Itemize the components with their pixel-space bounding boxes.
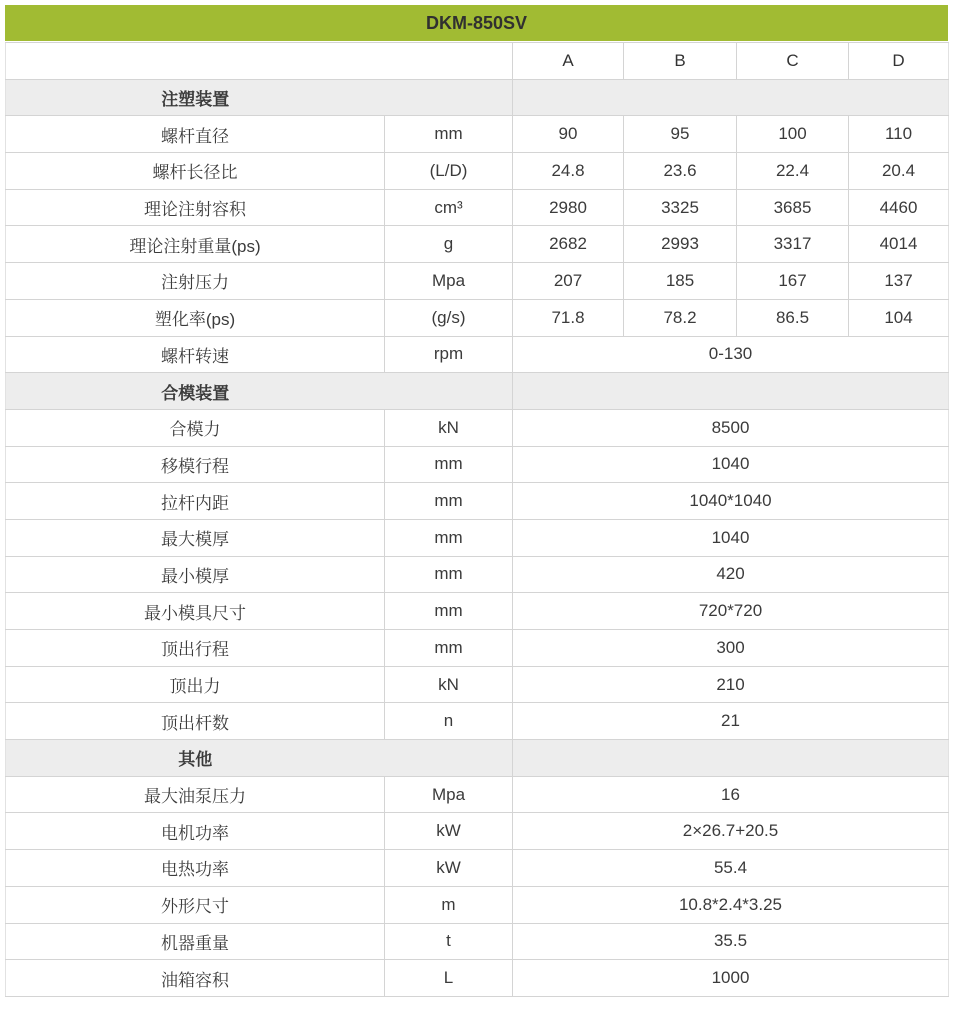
spec-value-cell: 2993 — [624, 226, 737, 263]
spec-unit-cell: mm — [385, 446, 513, 483]
spec-unit-cell: (g/s) — [385, 299, 513, 336]
spec-label-cell: 油箱容积 — [6, 960, 385, 997]
spec-label-cell: 塑化率(ps) — [6, 299, 385, 336]
spec-row — [6, 483, 949, 520]
column-header-a: A — [513, 43, 624, 80]
spec-value-cell: 110 — [849, 116, 949, 153]
spec-label-cell: 最大模厚 — [6, 519, 385, 556]
spec-value-cell: 23.6 — [624, 153, 737, 190]
spec-merged-value-cell: 300 — [513, 630, 949, 667]
spec-value-cell: 24.8 — [513, 153, 624, 190]
column-header-c: C — [737, 43, 849, 80]
spec-row — [6, 116, 949, 153]
spec-unit-cell: n — [385, 703, 513, 740]
model-title-bar — [5, 5, 948, 41]
spec-row — [6, 336, 949, 373]
spec-row — [6, 960, 949, 997]
spec-label-cell: 理论注射重量(ps) — [6, 226, 385, 263]
spec-unit-cell: t — [385, 923, 513, 960]
section-header-row — [6, 373, 949, 410]
spec-value-cell: 4460 — [849, 189, 949, 226]
section-header-row — [6, 740, 949, 777]
spec-label-cell: 外形尺寸 — [6, 886, 385, 923]
spec-value-cell: 2682 — [513, 226, 624, 263]
spec-table — [5, 42, 949, 997]
spec-label-cell: 电热功率 — [6, 850, 385, 887]
spec-value-cell: 71.8 — [513, 299, 624, 336]
spec-value-cell: 4014 — [849, 226, 949, 263]
spec-unit-cell: mm — [385, 593, 513, 630]
spec-value-cell: 20.4 — [849, 153, 949, 190]
spec-value-cell: 167 — [737, 263, 849, 300]
spec-merged-value-cell: 16 — [513, 776, 949, 813]
spec-merged-value-cell: 1040 — [513, 446, 949, 483]
spec-label-cell: 最大油泵压力 — [6, 776, 385, 813]
spec-row — [6, 226, 949, 263]
spec-label-cell: 注射压力 — [6, 263, 385, 300]
model-title: DKM-850SV — [425, 13, 528, 33]
spec-merged-value-cell: 2×26.7+20.5 — [513, 813, 949, 850]
spec-merged-value-cell: 35.5 — [513, 923, 949, 960]
spec-unit-cell: g — [385, 226, 513, 263]
spec-unit-cell: mm — [385, 116, 513, 153]
spec-unit-cell: cm³ — [385, 189, 513, 226]
spec-unit-cell: Mpa — [385, 776, 513, 813]
section-header-row — [6, 79, 949, 116]
spec-label-cell: 顶出行程 — [6, 630, 385, 667]
spec-value-cell: 137 — [849, 263, 949, 300]
spec-unit-cell: rpm — [385, 336, 513, 373]
spec-merged-value-cell: 10.8*2.4*3.25 — [513, 886, 949, 923]
section-name-cell: 合模装置 — [6, 373, 385, 410]
spec-unit-cell: mm — [385, 483, 513, 520]
spec-merged-value-cell: 8500 — [513, 409, 949, 446]
section-unit-spacer-cell — [385, 373, 513, 410]
spec-value-cell: 100 — [737, 116, 849, 153]
spec-row — [6, 409, 949, 446]
spec-unit-cell: kW — [385, 813, 513, 850]
spec-merged-value-cell: 1000 — [513, 960, 949, 997]
spec-sheet — [5, 5, 948, 997]
spec-label-cell: 螺杆长径比 — [6, 153, 385, 190]
spec-merged-value-cell: 55.4 — [513, 850, 949, 887]
spec-unit-cell: L — [385, 960, 513, 997]
section-unit-spacer-cell — [385, 740, 513, 777]
spec-label-cell: 合模力 — [6, 409, 385, 446]
spec-label-cell: 顶出力 — [6, 666, 385, 703]
spec-merged-value-cell: 21 — [513, 703, 949, 740]
spec-unit-cell: Mpa — [385, 263, 513, 300]
spec-row — [6, 776, 949, 813]
spec-unit-cell: mm — [385, 556, 513, 593]
spec-unit-cell: kN — [385, 666, 513, 703]
spec-value-cell: 90 — [513, 116, 624, 153]
spec-merged-value-cell: 1040 — [513, 519, 949, 556]
spec-row — [6, 556, 949, 593]
spec-value-cell: 185 — [624, 263, 737, 300]
spec-label-cell: 电机功率 — [6, 813, 385, 850]
spec-row — [6, 593, 949, 630]
spec-value-cell: 86.5 — [737, 299, 849, 336]
spec-row — [6, 446, 949, 483]
spec-row — [6, 813, 949, 850]
spec-merged-value-cell: 720*720 — [513, 593, 949, 630]
spec-table-body — [6, 79, 949, 996]
column-header-b: B — [624, 43, 737, 80]
spec-label-cell: 拉杆内距 — [6, 483, 385, 520]
spec-row — [6, 666, 949, 703]
spec-label-cell: 螺杆转速 — [6, 336, 385, 373]
spec-row — [6, 263, 949, 300]
spec-row — [6, 703, 949, 740]
spec-value-cell: 2980 — [513, 189, 624, 226]
column-header-d: D — [849, 43, 949, 80]
spec-label-cell: 理论注射容积 — [6, 189, 385, 226]
spec-label-cell: 机器重量 — [6, 923, 385, 960]
spec-row — [6, 153, 949, 190]
spec-label-cell: 移模行程 — [6, 446, 385, 483]
spec-label-cell: 最小模厚 — [6, 556, 385, 593]
spec-label-cell: 顶出杆数 — [6, 703, 385, 740]
section-values-spacer-cell — [513, 79, 949, 116]
spec-value-cell: 95 — [624, 116, 737, 153]
spec-value-cell: 3317 — [737, 226, 849, 263]
column-header-row — [6, 43, 949, 80]
spec-unit-cell: kN — [385, 409, 513, 446]
spec-row — [6, 630, 949, 667]
spec-row — [6, 923, 949, 960]
spec-merged-value-cell: 1040*1040 — [513, 483, 949, 520]
spec-value-cell: 78.2 — [624, 299, 737, 336]
spec-row — [6, 886, 949, 923]
section-name-cell: 注塑装置 — [6, 79, 385, 116]
spec-unit-cell: mm — [385, 630, 513, 667]
section-name-cell: 其他 — [6, 740, 385, 777]
spec-unit-cell: (L/D) — [385, 153, 513, 190]
spec-row — [6, 519, 949, 556]
column-header-spacer — [6, 43, 513, 80]
spec-merged-value-cell: 0-130 — [513, 336, 949, 373]
spec-value-cell: 3325 — [624, 189, 737, 226]
spec-label-cell: 最小模具尺寸 — [6, 593, 385, 630]
spec-value-cell: 3685 — [737, 189, 849, 226]
spec-row — [6, 189, 949, 226]
section-values-spacer-cell — [513, 740, 949, 777]
spec-merged-value-cell: 420 — [513, 556, 949, 593]
spec-unit-cell: m — [385, 886, 513, 923]
section-values-spacer-cell — [513, 373, 949, 410]
spec-label-cell: 螺杆直径 — [6, 116, 385, 153]
section-unit-spacer-cell — [385, 79, 513, 116]
spec-row — [6, 850, 949, 887]
spec-value-cell: 104 — [849, 299, 949, 336]
spec-value-cell: 207 — [513, 263, 624, 300]
spec-merged-value-cell: 210 — [513, 666, 949, 703]
spec-row — [6, 299, 949, 336]
spec-unit-cell: kW — [385, 850, 513, 887]
spec-value-cell: 22.4 — [737, 153, 849, 190]
spec-unit-cell: mm — [385, 519, 513, 556]
